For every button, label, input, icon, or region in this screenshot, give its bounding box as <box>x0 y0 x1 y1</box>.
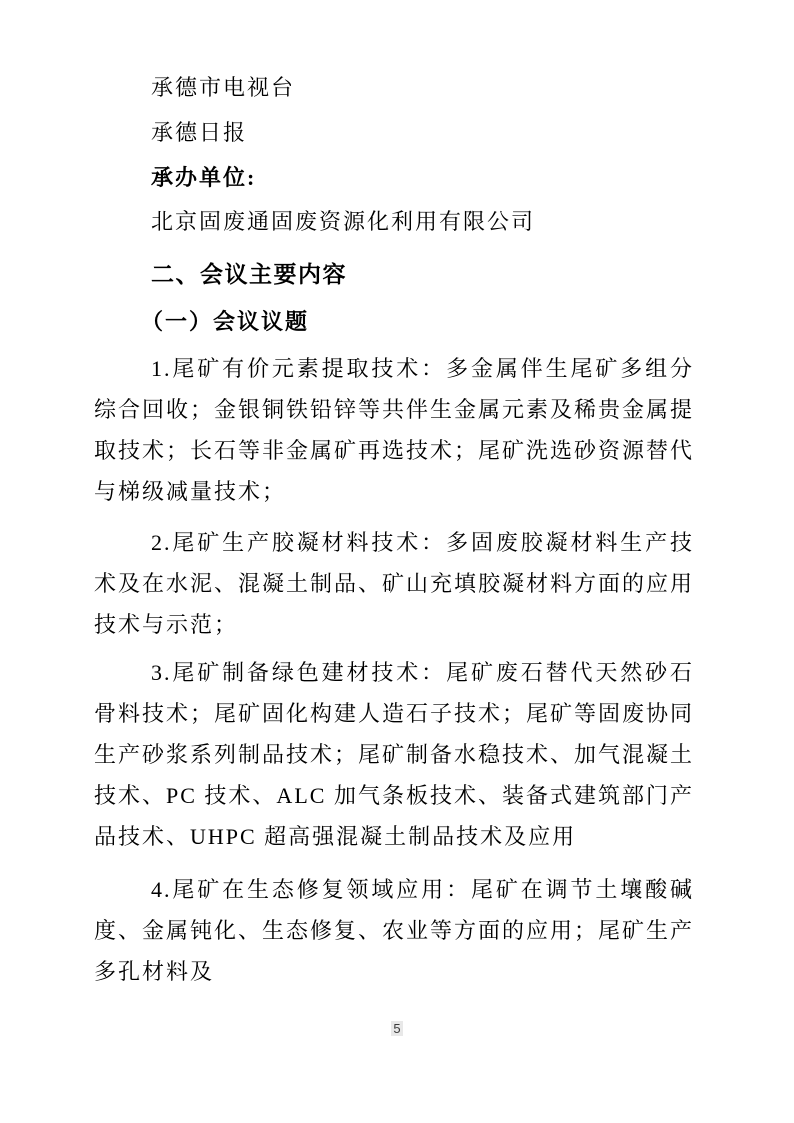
paragraph-topic-3: 3.尾矿制备绿色建材技术：尾矿废石替代天然砂石骨料技术；尾矿固化构建人造石子技术；尾矿等固废协同生产砂浆系列制品技术；尾矿制备水稳技术、加气混凝土技术、PC 技术、ALC 加气条板技术、装备式建筑部门产品技术、UHPC 超高强混凝土制品技术及应用 <box>94 660 695 849</box>
paragraph-topic-4: 4.尾矿在生态修复领域应用：尾矿在调节土壤酸碱度、金属钝化、生态修复、农业等方面的应用；尾矿生产多孔材料及 <box>94 877 695 984</box>
document-body <box>94 67 694 992</box>
paragraph-topic-2: 2.尾矿生产胶凝材料技术：多固废胶凝材料生产技术及在水泥、混凝土制品、矿山充填胶凝材料方面的应用技术与示范； <box>94 530 695 637</box>
line-organizer-company: 北京固废通固废资源化利用有限公司 <box>151 209 536 234</box>
label-organizer: 承办单位: <box>151 165 257 190</box>
line-chengde-daily: 承德日报 <box>151 120 248 145</box>
heading-meeting-topics: （一）会议议题 <box>141 309 310 334</box>
heading-meeting-main-content: 二、会议主要内容 <box>151 261 347 287</box>
page-footer <box>0 1020 794 1038</box>
line-chengde-tv: 承德市电视台 <box>151 75 296 100</box>
paragraph-topic-1: 1.尾矿有价元素提取技术：多金属伴生尾矿多组分综合回收；金银铜铁铅锌等共伴生金属元素及稀贵金属提取技术；长石等非金属矿再选技术；尾矿洗选砂资源替代与梯级减量技术； <box>94 356 695 504</box>
page-number: 5 <box>393 1021 401 1036</box>
